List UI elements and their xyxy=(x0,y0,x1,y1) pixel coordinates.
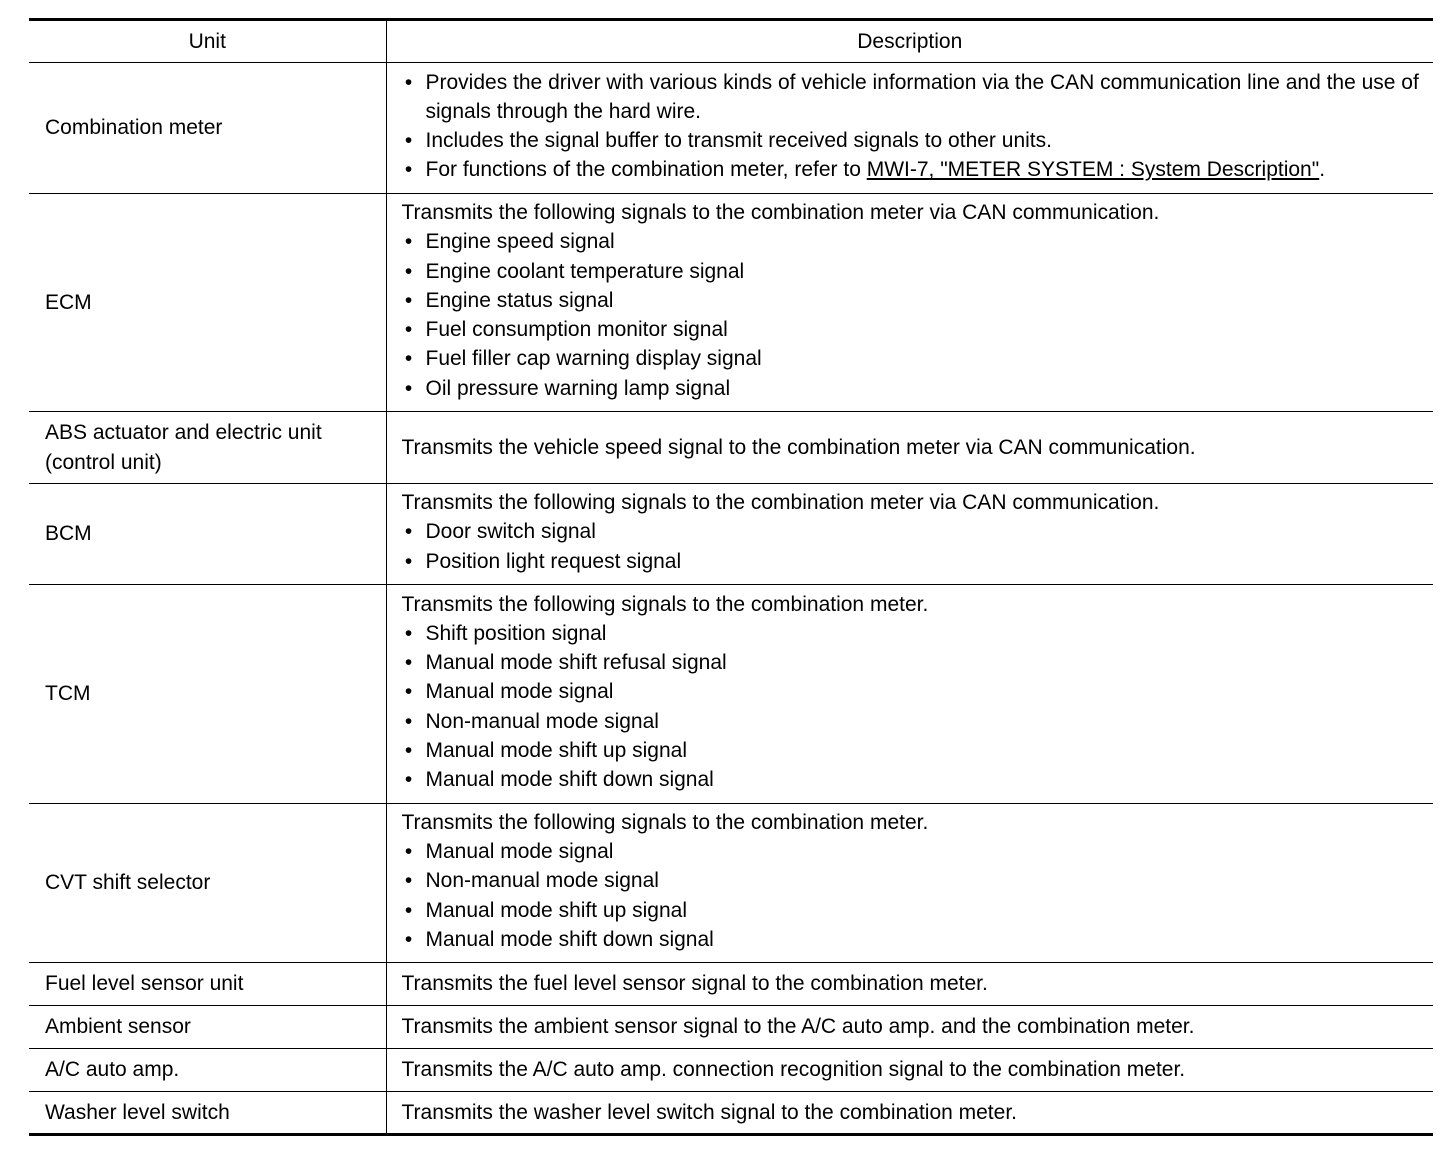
bullet-text: Engine status signal xyxy=(425,288,614,312)
description-intro: Transmits the following signals to the combination meter. xyxy=(401,592,929,616)
document-page xyxy=(29,18,1433,1136)
table-header xyxy=(29,20,1433,63)
list-item xyxy=(402,517,1426,546)
list-item xyxy=(402,257,1426,286)
description-cell xyxy=(386,804,1433,963)
unit-name: Washer level switch xyxy=(45,1100,230,1124)
table-row xyxy=(29,1049,1433,1092)
table-row xyxy=(29,804,1433,963)
bullet-list xyxy=(402,68,1426,185)
description-text: Transmits the washer level switch signal to the combination meter. xyxy=(401,1100,1017,1124)
unit-description-table xyxy=(29,18,1433,1136)
description-cell xyxy=(386,194,1433,412)
description-cell xyxy=(386,1006,1433,1049)
list-item xyxy=(402,68,1426,126)
table-row xyxy=(29,585,1433,804)
description-intro: Transmits the following signals to the combination meter via CAN communication. xyxy=(401,491,1160,515)
list-item xyxy=(402,736,1426,765)
unit-cell xyxy=(29,1092,386,1135)
description-text: Transmits the A/C auto amp. connection recognition signal to the combination meter. xyxy=(401,1058,1186,1082)
bullet-icon: • xyxy=(404,549,413,573)
unit-cell xyxy=(29,585,386,804)
description-intro: Transmits the following signals to the combination meter via CAN communication. xyxy=(401,201,1160,225)
bullet-list xyxy=(402,619,1426,794)
bullet-icon: • xyxy=(404,680,413,704)
unit-cell xyxy=(29,1049,386,1092)
bullet-list xyxy=(402,837,1426,954)
bullet-text: Manual mode shift up signal xyxy=(425,738,687,762)
list-item xyxy=(402,707,1426,736)
bullet-text: Manual mode signal xyxy=(425,840,614,864)
bullet-list xyxy=(402,517,1426,575)
bullet-text: Provides the driver with various kinds of vehicle information via the CAN communication line and the use of signals through the hard wire. xyxy=(425,70,1419,123)
list-item xyxy=(402,837,1426,866)
bullet-text: Manual mode signal xyxy=(425,680,614,704)
table-row xyxy=(29,1092,1433,1135)
bullet-text: Position light request signal xyxy=(425,549,682,573)
bullet-icon: • xyxy=(404,70,413,94)
header-unit: Unit xyxy=(29,20,386,63)
unit-cell xyxy=(29,484,386,585)
bullet-icon: • xyxy=(404,347,413,371)
description-intro: Transmits the following signals to the combination meter. xyxy=(401,811,929,834)
list-item xyxy=(402,344,1426,373)
meter-system-reference-link[interactable]: MWI-7, "METER SYSTEM : System Description" xyxy=(866,158,1320,182)
bullet-text: Manual mode shift down signal xyxy=(425,927,714,951)
bullet-text: Door switch signal xyxy=(425,520,596,544)
list-item xyxy=(402,925,1426,954)
bullet-icon: • xyxy=(404,318,413,342)
list-item xyxy=(402,765,1426,794)
description-text: Transmits the vehicle speed signal to the combination meter via CAN communication. xyxy=(401,435,1196,459)
list-item xyxy=(402,866,1426,895)
bullet-text: Shift position signal xyxy=(425,621,607,645)
bullet-text: Engine speed signal xyxy=(425,230,615,254)
bullet-text: Engine coolant temperature signal xyxy=(425,259,745,283)
list-item xyxy=(402,896,1426,925)
unit-name: ABS actuator and electric unit xyxy=(45,421,322,445)
unit-name: A/C auto amp. xyxy=(45,1058,180,1082)
bullet-text: For functions of the combination meter, refer to xyxy=(425,158,867,182)
bullet-icon: • xyxy=(404,259,413,283)
bullet-text: Oil pressure warning lamp signal xyxy=(425,376,731,400)
description-cell xyxy=(386,1092,1433,1135)
bullet-icon: • xyxy=(404,738,413,762)
table-row xyxy=(29,412,1433,484)
bullet-icon: • xyxy=(404,288,413,312)
list-item xyxy=(402,374,1426,403)
bullet-icon: • xyxy=(404,158,413,182)
bullet-icon: • xyxy=(404,376,413,400)
header-description: Description xyxy=(386,20,1433,63)
bullet-text: Manual mode shift up signal xyxy=(425,898,687,922)
description-cell xyxy=(386,585,1433,804)
bullet-icon: • xyxy=(404,129,413,152)
bullet-text: Fuel consumption monitor signal xyxy=(425,318,728,342)
list-item xyxy=(402,619,1426,648)
description-cell xyxy=(386,1049,1433,1092)
table-row xyxy=(29,63,1433,194)
description-cell xyxy=(386,963,1433,1006)
bullet-text: Includes the signal buffer to transmit received signals to other units. xyxy=(425,129,1052,152)
list-item xyxy=(402,648,1426,677)
bullet-text: Non-manual mode signal xyxy=(425,709,659,733)
unit-name: Fuel level sensor unit xyxy=(45,972,244,996)
description-cell xyxy=(386,412,1433,484)
unit-name-continued: (control unit) xyxy=(45,450,162,474)
list-item xyxy=(402,227,1426,256)
bullet-list xyxy=(402,227,1426,402)
table-row xyxy=(29,484,1433,585)
description-text: Transmits the fuel level sensor signal to the combination meter. xyxy=(401,972,988,996)
bullet-icon: • xyxy=(404,768,413,791)
description-text: Transmits the ambient sensor signal to the A/C auto amp. and the combination meter. xyxy=(401,1015,1195,1039)
description-cell xyxy=(386,63,1433,194)
list-item xyxy=(402,547,1426,576)
description-cell xyxy=(386,484,1433,585)
unit-cell xyxy=(29,963,386,1006)
bullet-icon: • xyxy=(404,927,413,951)
bullet-icon: • xyxy=(404,520,413,544)
table-row xyxy=(29,194,1433,412)
list-item xyxy=(402,315,1426,344)
bullet-icon: • xyxy=(404,709,413,733)
bullet-icon: • xyxy=(404,621,413,645)
bullet-icon: • xyxy=(404,898,413,922)
table-row xyxy=(29,963,1433,1006)
bullet-text: Manual mode shift down signal xyxy=(425,768,714,791)
list-item xyxy=(402,126,1426,155)
unit-name: Ambient sensor xyxy=(45,1015,191,1039)
bullet-icon: • xyxy=(404,230,413,254)
unit-cell xyxy=(29,63,386,194)
bullet-icon: • xyxy=(404,651,413,675)
bullet-suffix: . xyxy=(1319,158,1326,182)
bullet-text: Fuel filler cap warning display signal xyxy=(425,347,762,371)
unit-name: BCM xyxy=(45,522,92,546)
bullet-text: Manual mode shift refusal signal xyxy=(425,651,727,675)
list-item xyxy=(402,155,1426,184)
unit-name: ECM xyxy=(45,290,92,314)
unit-cell xyxy=(29,412,386,484)
bullet-text: Non-manual mode signal xyxy=(425,869,659,893)
header-row xyxy=(29,20,1433,63)
unit-name: Combination meter xyxy=(45,116,223,140)
list-item xyxy=(402,677,1426,706)
bullet-icon: • xyxy=(404,840,413,864)
unit-name: CVT shift selector xyxy=(45,871,211,895)
list-item xyxy=(402,286,1426,315)
unit-name: TCM xyxy=(45,682,91,706)
bullet-icon: • xyxy=(404,869,413,893)
unit-cell xyxy=(29,1006,386,1049)
unit-cell xyxy=(29,194,386,412)
unit-cell xyxy=(29,804,386,963)
table-row xyxy=(29,1006,1433,1049)
